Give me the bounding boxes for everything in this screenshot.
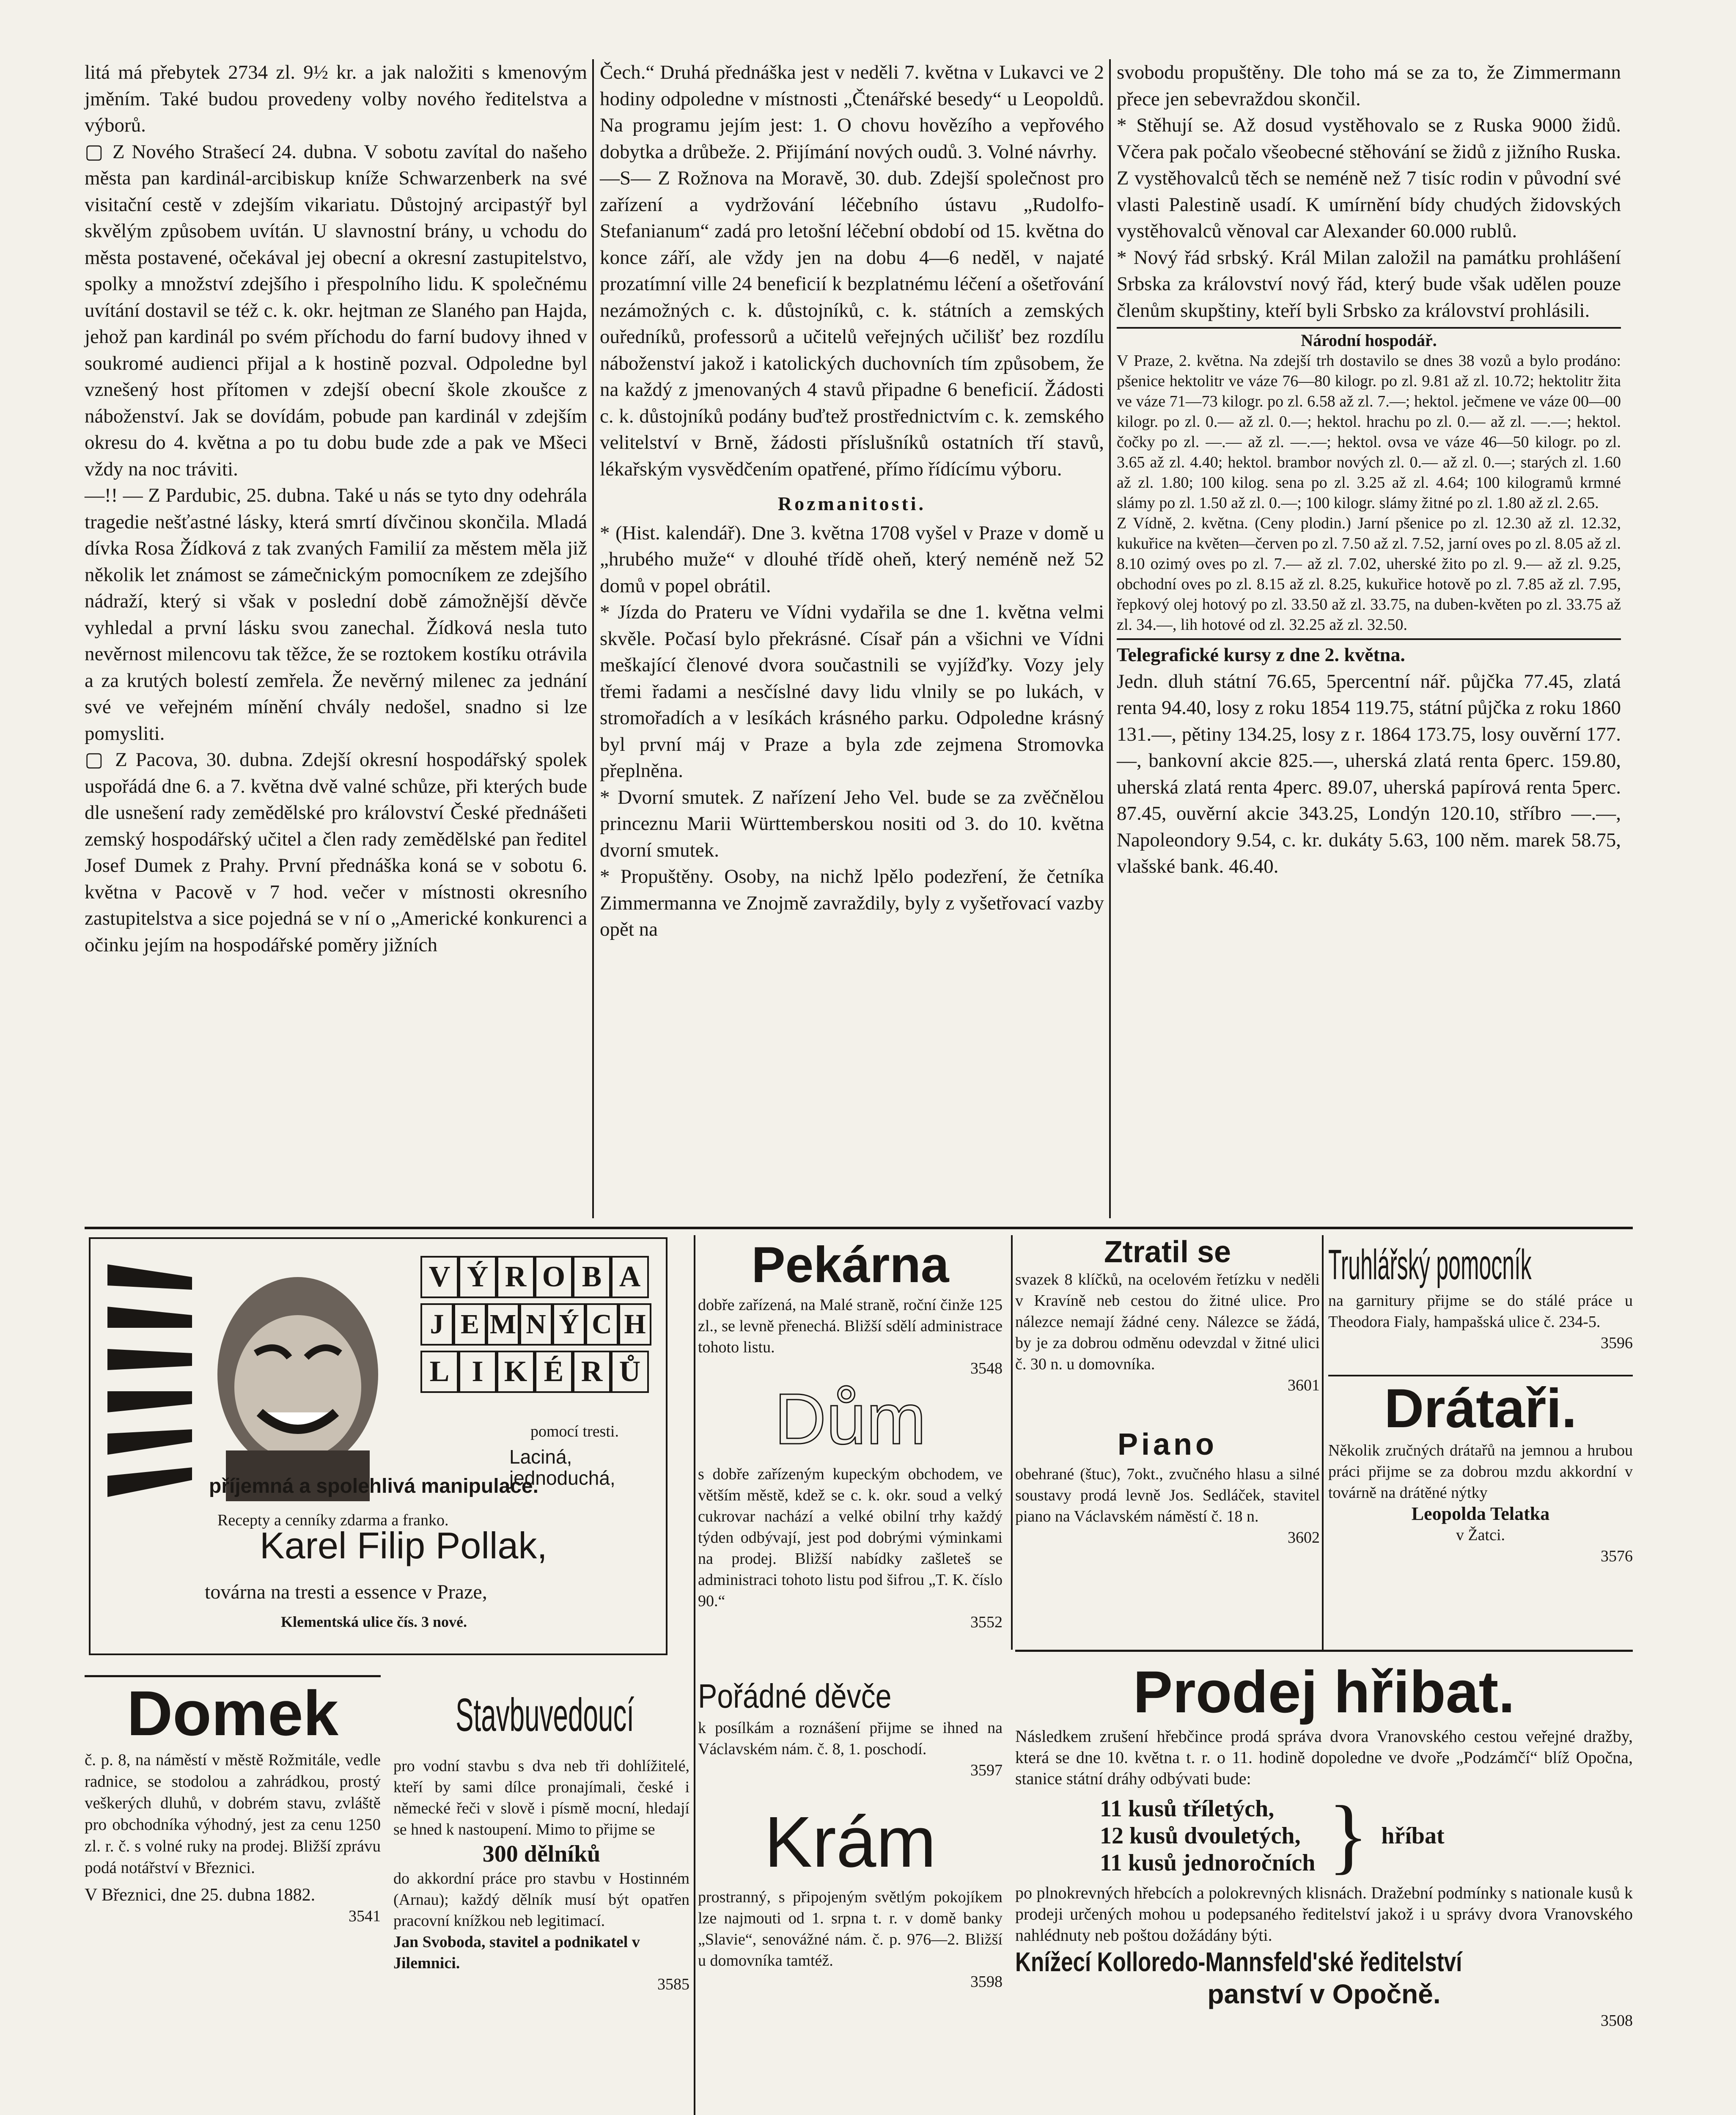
column-rule [1109, 59, 1111, 1218]
brace: } [1328, 1789, 1369, 1882]
article-paragraph: svobodu propuštěny. Dle toho má se za to, že Zimmermann přece jen sebevraždou skončil. [1117, 61, 1621, 110]
ad-text: továrna na tresti a essence v Praze, [205, 1581, 487, 1603]
ad-rule [85, 1675, 381, 1677]
horse-list-label: hříbat [1381, 1823, 1445, 1849]
letter-cell: A [611, 1256, 649, 1298]
letter-cell: V [420, 1256, 459, 1298]
letter-cell: É [535, 1351, 573, 1393]
ad-title: Truhlářský pomocník [1328, 1241, 1532, 1288]
article-column-3 [1117, 59, 1621, 880]
market-report: V Praze, 2. května. Na zdejší trh dostavilo se dnes 38 vozů a bylo prodáno: pšenice hektolitr ve váze 76—80 kilogr. po zl. 9.81 až zl. 10.72; hektolitr žita ve váze 71—73 kilogr. po zl. 6.58 až zl. 7.—; hektol. ječmene ve váze 00—00 kilogr. po zl. 0.— až zl. 0.—; hektol. hrachu po zl. 0.— až zl. —.—; hektol. čočky po zl. —.— až zl. —.—; hektol. ovsa ve váze 46—50 kilogr. po zl. 3.65 až zl. 4.40; hektol. brambor nových zl. 0.— až zl. 0.—; starých zl. 1.60 až zl. 1.80; 100 kilog. sena po zl. 3.25 až zl. 4.64; 100 kilogramů krmné slámy po zl. 1.50 až zl. 0.—; 100 kilogr. slámy žitné po zl. 1.80 až zl. 2.65. [1117, 352, 1621, 512]
ad-title: Ztratil se [1104, 1235, 1231, 1269]
ad-text: pomocí tresti. [530, 1423, 619, 1440]
ad-title: Pořádné děvče [698, 1677, 892, 1715]
ad-title: Piano [1117, 1428, 1218, 1461]
ad-text: Následkem zrušení hřebčince prodá správa dvora Vranovského cestou veřejné dražby, která se dne 10. května t. r. o 11. hodině dopoledne ve dvoře „Podzámčí“ blíž Opočna, stanice státní dráhy odbývati bude: [1015, 1727, 1633, 1788]
ad-text: Laciná, jednoduchá, [509, 1446, 615, 1489]
ad-text: příjemná a spolehlivá manipulace. [209, 1475, 538, 1497]
column-rule [592, 59, 594, 1218]
ad-number: 3548 [970, 1360, 1003, 1377]
ad-number: 3601 [1288, 1376, 1320, 1394]
section-divider [1117, 327, 1621, 329]
letter-cell: N [519, 1303, 552, 1346]
ad-hribat [1015, 1658, 1633, 2031]
horse-list-item: 11 kusů tříletých, [1100, 1796, 1275, 1822]
letter-grid [420, 1256, 657, 1393]
ad-company-name: Leopolda Telatka [1411, 1503, 1550, 1524]
section-heading: Rozmanitosti. [777, 493, 926, 514]
letter-cell: R [497, 1256, 535, 1298]
ad-company-name: Karel Filip Pollak, [260, 1524, 547, 1566]
article-paragraph: * Stěhují se. Až dosud vystěhovalo se z Ruska 9000 židů. Včera pak počalo všeobecné stěhování se židů z jižního Ruska. Z vystěhovalců těch se neméně než 7 tisíc rodin v původní své vlasti Palestině usadí. K umírnění bídy chudých židovských vystěhovalců věnoval car Alexander 60.000 rublů. [1117, 114, 1621, 242]
horse-list-item: 11 kusů jednoročních [1100, 1850, 1316, 1876]
ad-rule [1322, 1235, 1324, 1650]
ad-number: 3576 [1601, 1547, 1633, 1565]
ad-number: 3597 [970, 1761, 1003, 1779]
article-column-2 [600, 59, 1104, 943]
article-paragraph: litá má přebytek 2734 zl. 9½ kr. a jak naložiti s kmenovým jměním. Také budou provedeny volby nového ředitelstva a výborů. [85, 61, 587, 136]
ad-signature: Knížecí Kolloredo-Mannsfeld'ské ředitelství [1015, 1947, 1462, 1977]
ad-domek [85, 1675, 381, 2047]
ad-devce [698, 1675, 1003, 1781]
ad-number: 3602 [1288, 1529, 1320, 1546]
ad-text: Recepty a cenníky zdarma a franko. [217, 1511, 449, 1529]
horse-list [1100, 1789, 1633, 1882]
ad-dum [698, 1375, 1003, 1633]
ad-text: svazek 8 klíčků, na ocelovém řetízku v neděli v Kravíně neb cestou do žitné ulice. Pro nálezce nemají žádné ceny. Nálezce se žádá, by je za dobrou odměnu odevzdal v žitné ulici č. 30 n. u domovníka. [1015, 1271, 1320, 1373]
ad-place: v Žatci. [1456, 1526, 1505, 1544]
article-paragraph: —!! — Z Pardubic, 25. dubna. Také u nás se tyto dny odehrála tragedie nešťastné lásky, která smrtí dívčinou skončila. Mladá dívka Rosa Žídková z tak zvaných Familií za městem měla již několik let známost se zámečnickým pomocníkem ze zdejšího nádraží, který si však v poslední době zámožnější děvče vyhledal a první lásku svou zanechal. Žídková nesla tuto nevěrnost milencovu tak těžce, že se roztokem kostíku otrávila a za krutých bolestí zemřela. Že nevěrný milenec za jednání své ve veřejném mínění chvály nedošel, snadno si lze pomysliti. [85, 484, 587, 744]
ad-rule [1011, 1235, 1013, 1650]
ad-title: Pekárna [751, 1236, 949, 1293]
ad-rule [1328, 1375, 1633, 1376]
ad-text: č. p. 8, na náměstí v městě Rožmitále, vedle radnice, se stodolou a zahrádkou, prostý veškerých dluhů, v dobrém stavu, zvláště pro obchodníka výhodný, jest za cenu 1250 zl. r. č. s volné ruky na prodej. Bližší zprávu podá notářství v Březnici. [85, 1751, 381, 1877]
ad-number: 3541 [349, 1907, 381, 1925]
ad-rule [694, 1235, 695, 2115]
ad-liqueur [89, 1237, 667, 1655]
ad-signature: Jan Svoboda, stavitel a podnikatel v Jilemnici. [393, 1933, 640, 1972]
ads-divider [85, 1227, 1633, 1229]
ad-dratari [1328, 1375, 1633, 1567]
article-paragraph: * Nový řád srbský. Král Milan založil na památku prohlášení Srbska za království nový řád, který bude však udělen pouze členům skupštiny, kteří byli Srbsko za království prohlásili. [1117, 246, 1621, 321]
article-paragraph: * Dvorní smutek. Z nařízení Jeho Vel. bude se za zvěčnělou princeznu Marii Württemberskou nositi od 3. do 10. května dvorní smutek. [600, 786, 1104, 861]
ad-title: Krám [764, 1802, 937, 1882]
article-paragraph: ▢ Z Nového Strašecí 24. dubna. V sobotu zavítal do našeho města pan kardinál-arcibiskup kníže Schwarzenberk na své visitační cestě v zdejším vikariatu. Důstojný arcipastýř byl skvělým způsobem uvítán. U slavnostní brány, u vchodu do města postavené, očekával jej obecní a okresní zastupitelstvo, spolky a množství zdejšího i přespolního lidu. K společnému uvítání dostavil se též c. k. okr. hejtman ze Slaného pan Hajda, jehož pan kardinál po svém příchodu do farní budovy ihned v soukromé audienci přijal a k hostině pozval. Odpoledne byl vznešený host přítomen v zdejší obecní škole zkoušce z náboženství. Jak se dovídám, pobude pan kardinál v zdejším okresu do 4. května a po tu dobu bude zde a pak ve Mšeci vždy na noc tráviti. [85, 140, 587, 480]
ad-title: Prodej hřibat. [1133, 1659, 1515, 1725]
ad-rule [1015, 1650, 1633, 1652]
ad-truhlarsky [1328, 1239, 1633, 1354]
ad-text: k posílkám a roznášení přijme se ihned na Václavském nám. č. 8, 1. poschodí. [698, 1719, 1003, 1758]
ad-title: Drátaři. [1384, 1377, 1577, 1439]
ad-title: Stavbuvedoucí [456, 1689, 635, 1741]
letter-cell: E [453, 1303, 486, 1346]
ad-text: Několik zručných drátařů na jemnou a hrubou práci přijme se za dobrou mzdu akkordní v továrně na drátěné nýtky [1328, 1442, 1633, 1502]
section-divider [1117, 638, 1621, 640]
ad-text: obehrané (štuc), 7okt., zvučného hlasu a silné soustavy prodá levně Jos. Sedláček, stavitel piano na Václavském náměstí č. 18 n. [1015, 1465, 1320, 1525]
letter-cell: C [585, 1303, 618, 1346]
ad-number: 3585 [657, 1975, 689, 1993]
ad-text: dobře zařízená, na Malé straně, roční činže 125 zl., se levně přenechá. Bližší sdělí administrace tohoto listu. [698, 1296, 1003, 1356]
ad-text: do akkordní práce pro stavbu v Hostinném (Arnau); každý dělník musí být opatřen pracovní knížkou neb legitimací. [393, 1870, 689, 1930]
article-paragraph: * (Hist. kalendář). Dne 3. května 1708 vyšel v Praze v domě u „hrubého muže“ v dlouhé třídě oheň, který neméně než 52 domů v popel obrátil. [600, 522, 1104, 597]
ad-piano [1015, 1426, 1320, 1548]
article-paragraph: —S— Z Rožnova na Moravě, 30. dub. Zdejší společnost pro zařízení a vydržování léčebního ústavu „Rudolfo-Stefanianum“ zadá pro letošní léčební období od 15. května do konce září, ale vždy jen na dobu 4—6 neděl, v najaté prozatímní ville 24 beneficií k bezplatnému léčení a ošetřování nezámožných c. k. důstojníků, c. k. státních a zemských ouředníků, professorů a učitelů veřejných učilišť bez rozdílu náboženství jakož i katolických duchovních tím způsobem, že na každý z jmenovaných 4 stavů připadne 6 beneficií. Žádosti c. k. důstojníků podány buďtež prostřednictvím c. k. zemského velitelství v Brně, žádosti příslušníků ostatních tří stavů, lékařským vysvědčením opatřené, přímo řídícímu výboru. [600, 167, 1104, 480]
article-paragraph: * Jízda do Prateru ve Vídni vydařila se dne 1. května velmi skvěle. Počasí bylo překrásné. Císař pán a všichni ve Vídni meškající členové dvora součastnili se vyjížďky. Vozy jely třemi řadami a nesčíslné davy lidu vlnily se po lukách, v stromořadích a v lesíkách krásného parku. Odpoledne krásný byl první máj v Praze a byla zde zejmena Stromovka přeplněna. [600, 601, 1104, 782]
ad-subtitle: 300 dělníků [482, 1841, 601, 1867]
ad-date: V Březnici, dne 25. dubna 1882. [85, 1885, 316, 1905]
letter-cell: B [573, 1256, 611, 1298]
letter-cell: K [497, 1351, 535, 1393]
ad-text: pro vodní stavbu s dva neb tři dohlížitelé, kteří by sami dílce pronajímali, české i německé řeči v slově i písmě mocní, hledají se hned k nastoupení. Mimo to přijme se [393, 1757, 689, 1838]
letter-cell: Ý [552, 1303, 585, 1346]
letter-cell: J [420, 1303, 453, 1346]
ad-signature: panství v Opočně. [1207, 1979, 1441, 2009]
section-heading: Národní hospodář. [1301, 331, 1437, 350]
letter-cell: M [486, 1303, 519, 1346]
ad-number: 3598 [970, 1973, 1003, 1991]
ad-title: Dům [774, 1379, 926, 1459]
letter-cell: I [459, 1351, 497, 1393]
letter-cell: Ů [611, 1351, 649, 1393]
ad-kram [698, 1798, 1003, 1992]
ad-number: 3596 [1601, 1334, 1633, 1352]
letter-cell: R [573, 1351, 611, 1393]
horse-list-item: 12 kusů dvouletých, [1100, 1823, 1301, 1849]
article-column-1 [85, 59, 587, 958]
ad-number: 3508 [1601, 2012, 1633, 2030]
letter-cell: O [535, 1256, 573, 1298]
ad-number: 3552 [970, 1613, 1003, 1631]
ad-text: Klementská ulice čís. 3 nové. [281, 1613, 467, 1630]
ad-ztratil [1015, 1235, 1320, 1396]
letter-cell: H [618, 1303, 651, 1346]
letter-cell: L [420, 1351, 459, 1393]
exchange-rates: Jedn. dluh státní 76.65, 5percentní nář. půjčka 77.45, zlatá renta 94.40, losy z roku 1854 119.75, státní půjčka z roku 1860 131.—, pětiny 134.25, losy z r. 1864 173.75, losy ouvěrní 177.—, bankovní akcie 825.—, uherská zlatá renta 6perc. 159.80, uherská zlatá renta 4perc. 89.07, uherská papírová renta 5perc. 87.45, ouvěrní akcie 343.25, Londýn 120.10, stříbro —.—, Napoleondory 9.54, c. kr. dukáty 5.63, 100 něm. marek 58.75, vlašské bank. 46.40. [1117, 670, 1621, 877]
market-report: Z Vídně, 2. května. (Ceny plodin.) Jarní pšenice po zl. 12.30 až zl. 12.32, kukuřice na květen—červen po zl. 7.50 až zl. 7.52, jarní oves po zl. 8.05 až zl. 8.10 ozimý oves po zl. 7.— až zl. 7.02, uherské žito po zl. 9.— až zl. 9.25, obchodní oves po zl. 8.15 až zl. 8.25, kukuřice hotově po zl. 7.85 až zl. 7.95, řepkový olej hotový po zl. 33.50 až zl. 33.75, na duben-květen po zl. 33.75 až zl. 34.—, lih hotové od zl. 32.25 až zl. 32.50. [1117, 514, 1621, 634]
section-heading: Telegrafické kursy z dne 2. května. [1117, 644, 1405, 665]
article-paragraph: ▢ Z Pacova, 30. dubna. Zdejší okresní hospodářský spolek uspořádá dne 6. a 7. května dvě valné schůze, při kterých bude dle usnešení rady zemědělské pro království České přednášeti zemský hospodářský učitel a člen rady zemědělské pan ředitel Josef Dumek z Prahy. První přednáška koná se v sobotu 6. května v Pacově v 7 hod. večer v místnosti okresního zastupitelstva a sice pojedná se v ní o „Americké konkurenci a očinku jejím na hospodářské poměry jižních [85, 749, 587, 956]
ad-text: po plnokrevných hřebcích a polokrevných klisnách. Dražební podmínky s nationale kusů k prodeji určených mohou u podepsaného ředitelství jakož i u správy dvora Vranovského nahlédnuty neb poštou dožádány býti. [1015, 1883, 1633, 1945]
laughing-man-illustration [99, 1247, 420, 1510]
letter-cell: Ý [459, 1256, 497, 1298]
ad-title: Domek [126, 1678, 339, 1749]
ad-pekarna [698, 1235, 1003, 1379]
ad-text: prostranný, s připojeným světlým pokojíkem lze najmouti od 1. srpna t. r. v domě banky „Slavie“, senovážné nám. č. p. 976—2. Bližší u domovníka tamtéž. [698, 1888, 1003, 1969]
ad-stavbuvedouci [393, 1675, 689, 2047]
ad-text: na garnitury přijme se do stálé práce u Theodora Fialy, hampašská ulice č. 234-5. [1328, 1292, 1633, 1331]
article-paragraph: * Propuštěny. Osoby, na nichž lpělo podezření, že četníka Zimmermanna ve Znojmě zavraždily, byly z vyšetřovací vazby opět na [600, 865, 1104, 940]
article-paragraph: Čech.“ Druhá přednáška jest v neděli 7. května v Lukavci ve 2 hodiny odpoledne v místnosti „Čtenářské besedy“ u Leopoldů. Na programu jejím jest: 1. O chovu hovězího a vepřového dobytka a drůbeže. 2. Přijímání nových oudů. 3. Volné návrhy. [600, 61, 1104, 163]
ad-text: s dobře zařízeným kupeckým obchodem, ve větším městě, kdež se c. k. okr. soud a velký cukrovar nachází a velké obilní trhy každý týden odbývají, jest pod dobrými výminkami na prodej. Bližší nabídky zašleteš se administraci tohoto listu pod šifrou „T. K. číslo 90.“ [698, 1465, 1003, 1610]
